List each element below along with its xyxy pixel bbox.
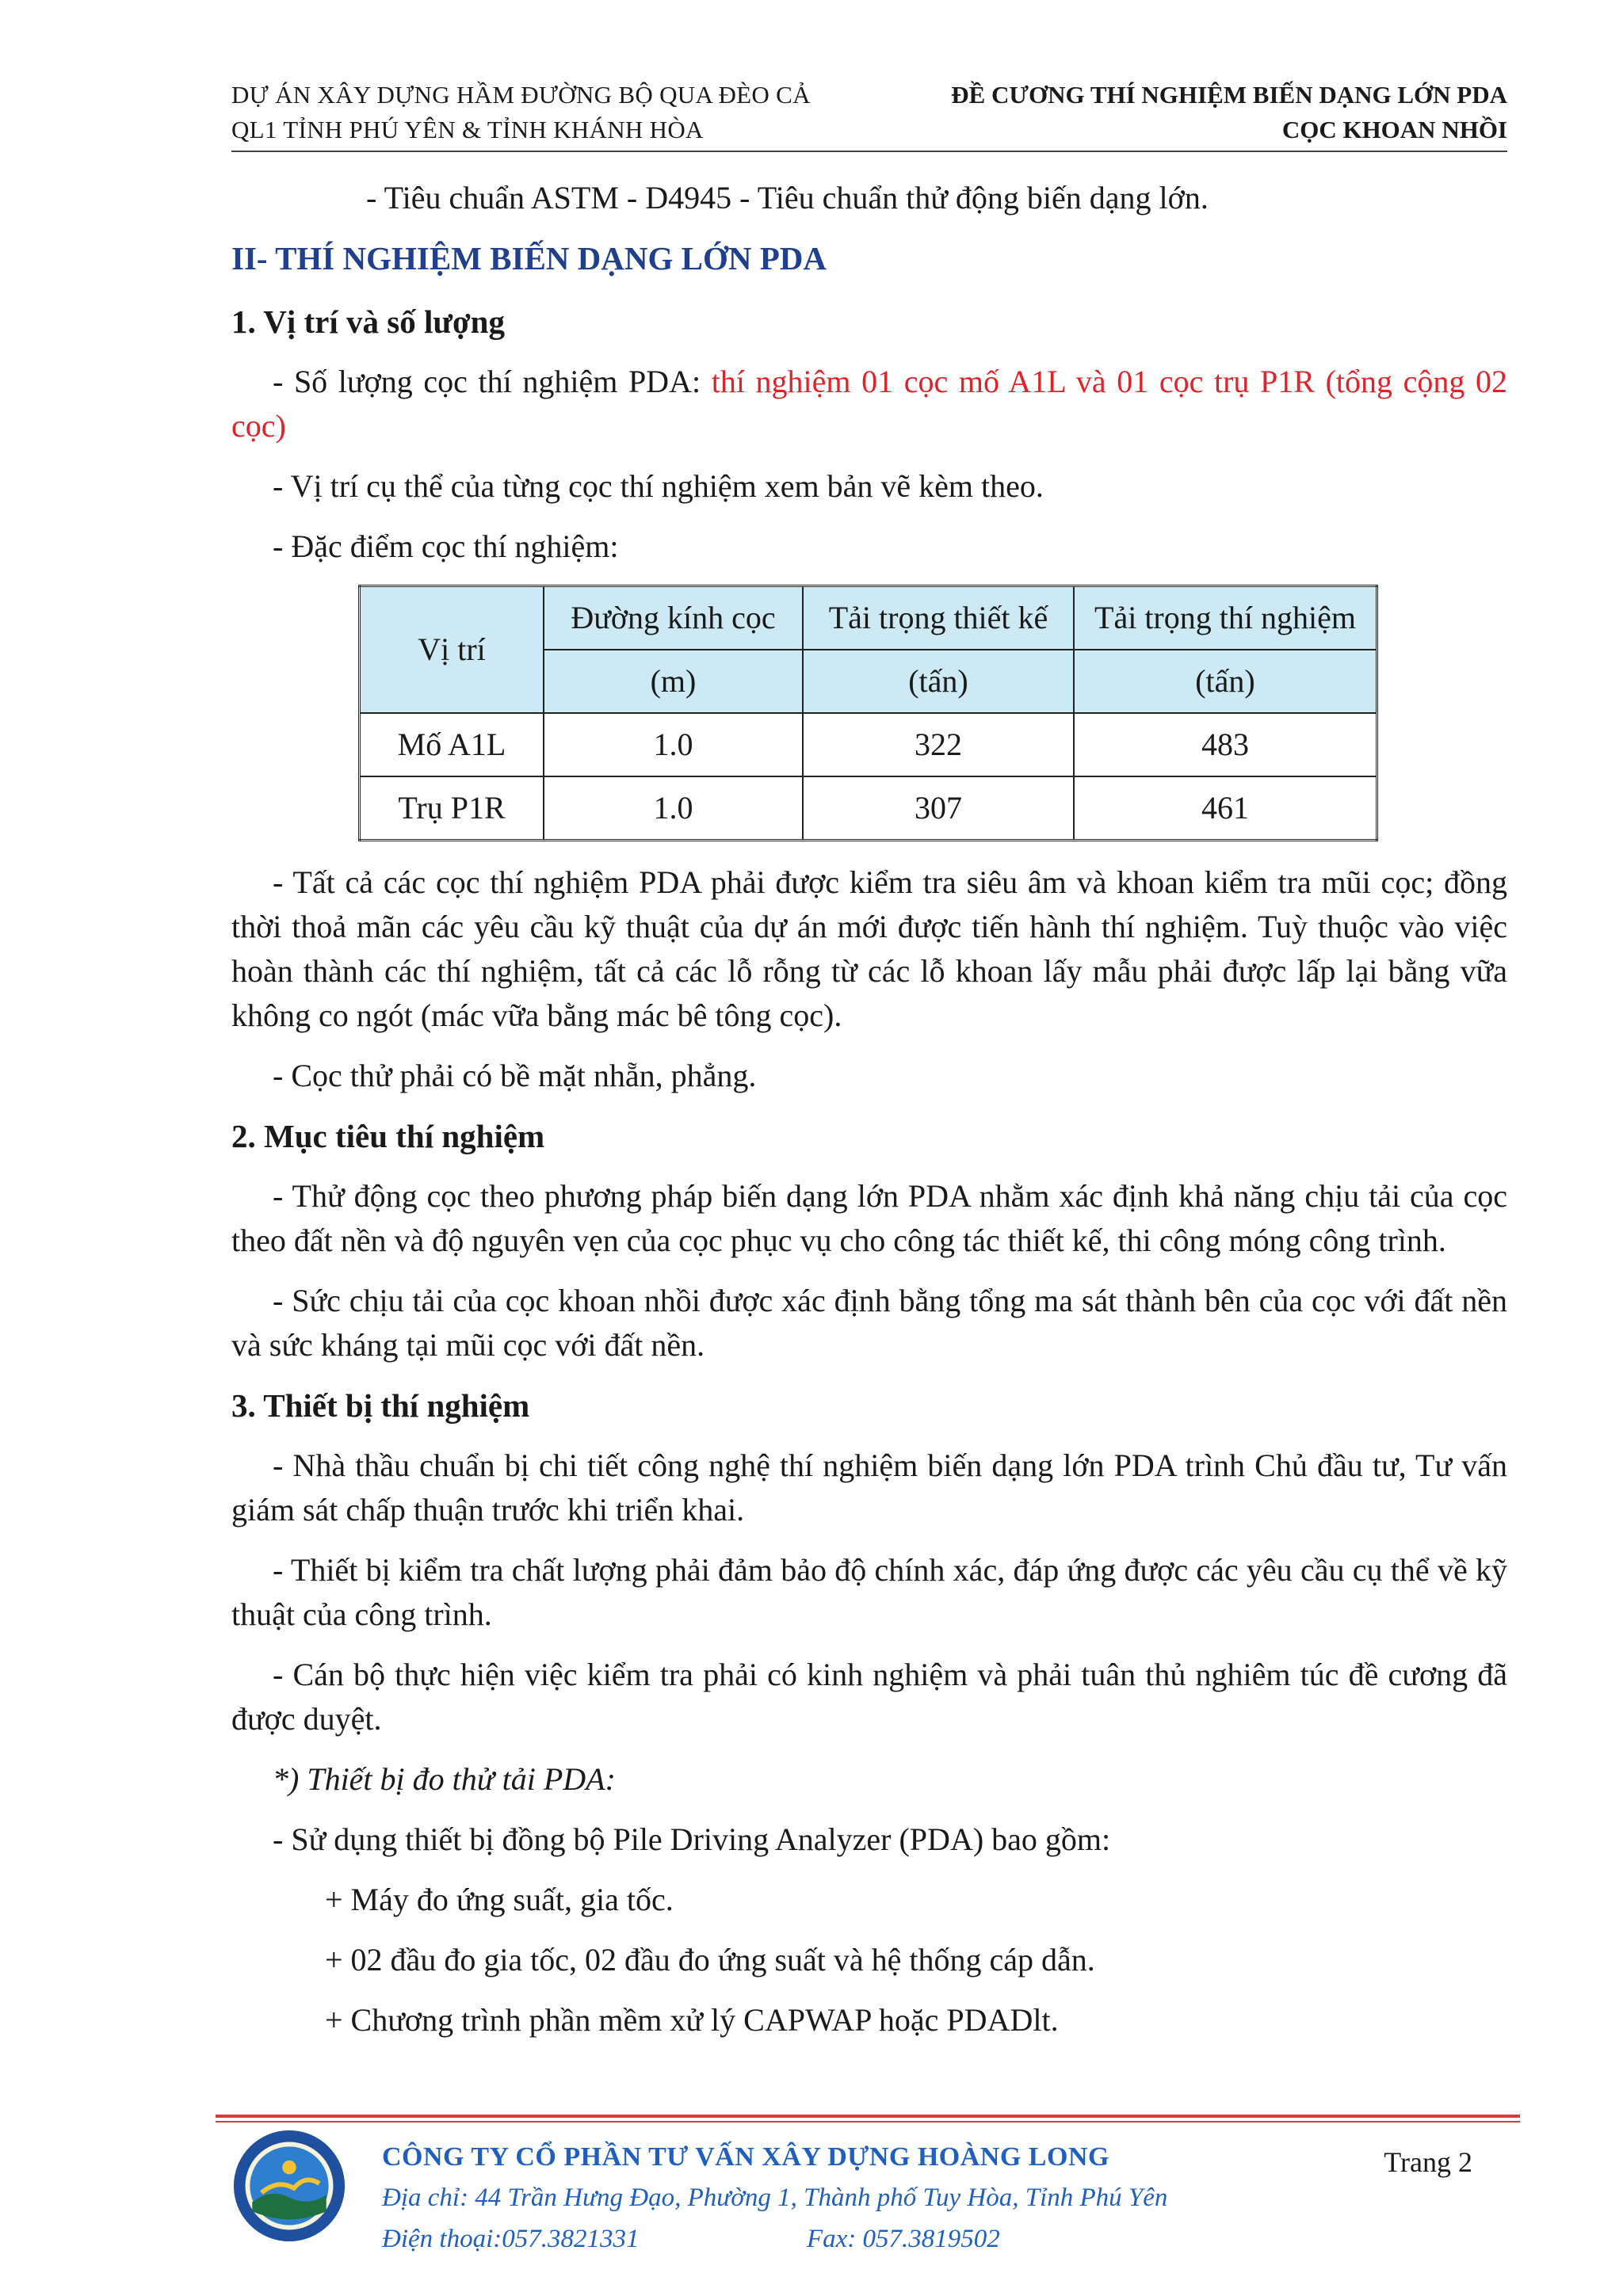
col-test-load-header: Tải trọng thí nghiệm bbox=[1074, 586, 1377, 650]
page-number: Trang 2 bbox=[1384, 2146, 1472, 2178]
cell-test-load: 461 bbox=[1074, 776, 1377, 841]
pile-features-label: - Đặc điểm cọc thí nghiệm: bbox=[273, 528, 619, 564]
equipment-paragraph-1: - Nhà thầu chuẩn bị chi tiết công nghệ thí nghiệm biến dạng lớn PDA trình Chủ đầu tư, Tư vấn giám sát chấp thuận trước khi triển khai. bbox=[231, 1447, 1507, 1527]
cell-design-load: 307 bbox=[803, 776, 1074, 841]
subsection-1-title: 1. Vị trí và số lượng bbox=[231, 303, 505, 340]
cell-diameter: 1.0 bbox=[544, 776, 803, 841]
pda-equipment-intro: - Sử dụng thiết bị đồng bộ Pile Driving Analyzer (PDA) bao gồm: bbox=[273, 1821, 1111, 1857]
table-row bbox=[360, 713, 1377, 776]
header-project bbox=[231, 78, 811, 147]
cell-position: Trụ P1R bbox=[360, 776, 544, 841]
inspection-paragraph: - Tất cả các cọc thí nghiệm PDA phải được kiểm tra siêu âm và khoan kiểm tra mũi cọc; đồng thời thoả mãn các yêu cầu kỹ thuật của dự án mới được tiến hành thí nghiệm. Tuỳ thuộc vào việc hoàn thành các thí nghiệm, tất cả các lỗ rỗng từ các lỗ khoan lấy mẫu phải được lấp lại bằng vữa không co ngót (mác vữa bằng mác bê tông cọc). bbox=[231, 864, 1507, 1033]
equipment-paragraph-3: - Cán bộ thực hiện việc kiểm tra phải có kinh nghiệm và phải tuân thủ nghiêm túc đề cương đã được duyệt. bbox=[231, 1657, 1507, 1737]
col-design-load-header: Tải trọng thiết kế bbox=[803, 586, 1074, 650]
cell-design-load: 322 bbox=[803, 713, 1074, 776]
objective-paragraph-2: - Sức chịu tải của cọc khoan nhồi được xác định bằng tổng ma sát thành bên của cọc với đất nền và sức kháng tại mũi cọc với đất nền. bbox=[231, 1283, 1507, 1363]
unit-test-load: (tấn) bbox=[1074, 650, 1377, 713]
header-project-line2: QL1 TỈNH PHÚ YÊN & TỈNH KHÁNH HÒA bbox=[231, 116, 704, 143]
surface-paragraph: - Cọc thử phải có bề mặt nhẵn, phẳng. bbox=[273, 1058, 757, 1093]
company-fax: Fax: 057.3819502 bbox=[807, 2225, 1000, 2253]
company-address: Địa chỉ: 44 Trần Hưng Đạo, Phường 1, Thành phố Tuy Hòa, Tỉnh Phú Yên bbox=[382, 2183, 1168, 2212]
pda-equipment-title: *) Thiết bị đo thử tải PDA: bbox=[273, 1761, 616, 1797]
cell-diameter: 1.0 bbox=[544, 713, 803, 776]
unit-design-load: (tấn) bbox=[803, 650, 1074, 713]
list-item: + Máy đo ứng suất, gia tốc. bbox=[325, 1882, 674, 1917]
header-document-title bbox=[951, 78, 1507, 147]
pile-quantity-value: thí nghiệm 01 cọc mố A1L và 01 cọc trụ P1R (tổng cộng 02 cọc) bbox=[231, 364, 1508, 444]
pile-quantity-label: - Số lượng cọc thí nghiệm PDA: bbox=[273, 364, 712, 399]
footer-divider-thin bbox=[216, 2121, 1520, 2122]
equipment-paragraph-2: - Thiết bị kiểm tra chất lượng phải đảm bảo độ chính xác, đáp ứng được các yêu cầu cụ thể về kỹ thuật của công trình. bbox=[231, 1552, 1507, 1632]
pile-spec-table bbox=[358, 585, 1378, 841]
list-item: + Chương trình phần mềm xử lý CAPWAP hoặc PDADlt. bbox=[325, 2002, 1059, 2038]
company-logo-icon bbox=[231, 2128, 347, 2244]
footer-divider bbox=[216, 2115, 1520, 2118]
cell-position: Mố A1L bbox=[360, 713, 544, 776]
header-title-line1: ĐỀ CƯƠNG THÍ NGHIỆM BIẾN DẠNG LỚN PDA bbox=[951, 81, 1507, 109]
table-row bbox=[360, 776, 1377, 841]
cell-test-load: 483 bbox=[1074, 713, 1377, 776]
document-body bbox=[231, 176, 1507, 2058]
unit-diameter: (m) bbox=[544, 650, 803, 713]
company-phone: Điện thoại:057.3821331 bbox=[382, 2225, 640, 2253]
standard-reference: - Tiêu chuẩn ASTM - D4945 - Tiêu chuẩn thử động biến dạng lớn. bbox=[366, 180, 1209, 215]
subsection-3-title: 3. Thiết bị thí nghiệm bbox=[231, 1387, 530, 1424]
header-title-line2: CỌC KHOAN NHỒI bbox=[1281, 116, 1507, 143]
pile-location: - Vị trí cụ thể của từng cọc thí nghiệm xem bản vẽ kèm theo. bbox=[273, 468, 1044, 504]
section-title: II- THÍ NGHIỆM BIẾN DẠNG LỚN PDA bbox=[231, 240, 827, 277]
col-diameter-header: Đường kính cọc bbox=[544, 586, 803, 650]
pile-quantity bbox=[231, 360, 1507, 448]
header-project-line1: DỰ ÁN XÂY DỰNG HẦM ĐƯỜNG BỘ QUA ĐÈO CẢ bbox=[231, 81, 811, 109]
objective-paragraph-1: - Thử động cọc theo phương pháp biến dạng lớn PDA nhằm xác định khả năng chịu tải của cọc theo đất nền và độ nguyên vẹn của cọc phục vụ cho công tác thiết kế, thi công móng công trình. bbox=[231, 1178, 1507, 1258]
header-divider bbox=[231, 151, 1507, 152]
subsection-2-title: 2. Mục tiêu thí nghiệm bbox=[231, 1118, 545, 1154]
col-position-header: Vị trí bbox=[360, 586, 544, 714]
list-item: + 02 đầu đo gia tốc, 02 đầu đo ứng suất và hệ thống cáp dẫn. bbox=[325, 1942, 1095, 1978]
company-name: CÔNG TY CỔ PHẦN TƯ VẤN XÂY DỰNG HOÀNG LONG bbox=[382, 2142, 1109, 2172]
